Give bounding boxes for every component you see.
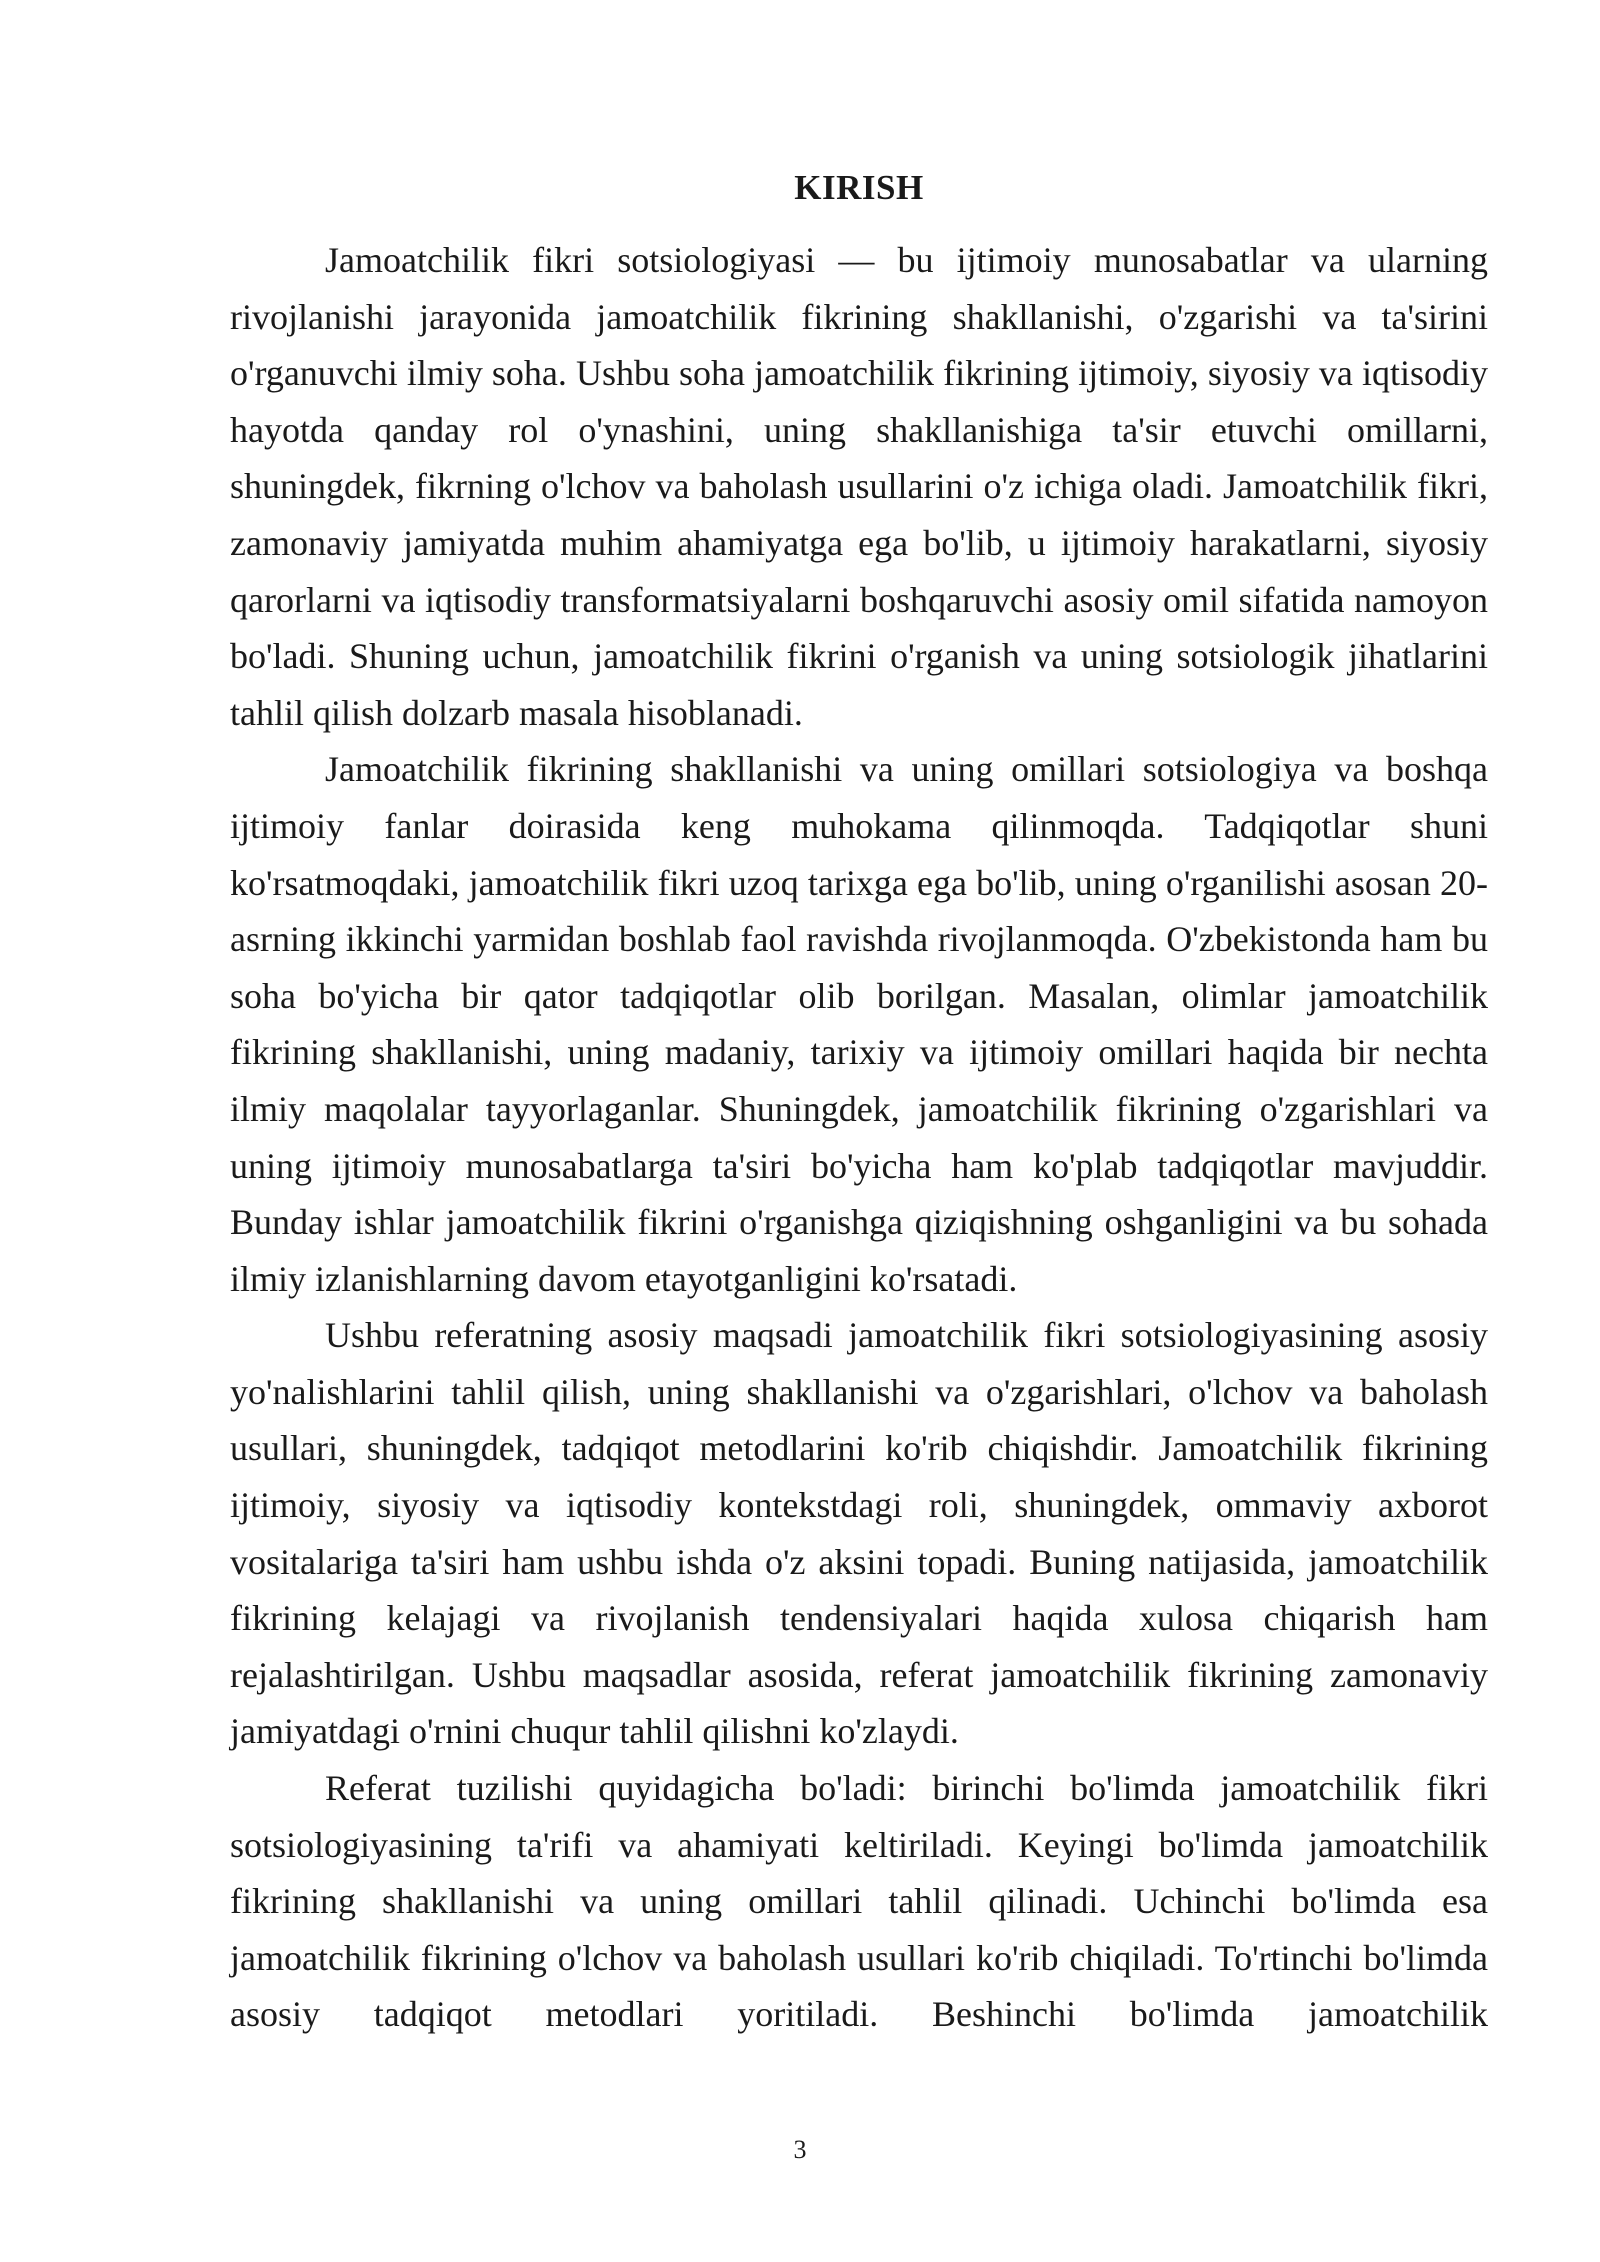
paragraph-3: Ushbu referatning asosiy maqsadi jamoatchilik fikri sotsiologiyasining asosiy yo'nalishlarini tahlil qilish, uning shakllanishi va o'zgarishlari, o'lchov va baholash usullari, shuningdek, tadqiqot metodlarini ko'rib chiqishdir. Jamoatchilik fikrining ijtimoiy, siyosiy va iqtisodiy kontekstdagi roli, shuningdek, ommaviy axborot vositalariga ta'siri ham ushbu ishda o'z aksini topadi. Buning natijasida, jamoatchilik fikrining kelajagi va rivojlanish tendensiyalari haqida xulosa chiqarish ham rejalashtirilgan. Ushbu maqsadlar asosida, referat jamoatchilik fikrining zamonaviy jamiyatdagi o'rnini chuqur tahlil qilishni ko'zlaydi. [230,1315,1488,1752]
paragraph-2: Jamoatchilik fikrining shakllanishi va uning omillari sotsiologiya va boshqa ijtimoiy fanlar doirasida keng muhokama qilinmoqda. Tadqiqotlar shuni ko'rsatmoqdaki, jamoatchilik fikri uzoq tarixga ega bo'lib, uning o'rganilishi asosan 20-asrning ikkinchi yarmidan boshlab faol ravishda rivojlanmoqda. O'zbekistonda ham bu soha bo'yicha bir qator tadqiqotlar olib borilgan. Masalan, olimlar jamoatchilik fikrining shakllanishi, uning madaniy, tarixiy va ijtimoiy omillari haqida bir nechta ilmiy maqolalar tayyorlaganlar. Shuningdek, jamoatchilik fikrining o'zgarishlari va uning ijtimoiy munosabatlarga ta'siri bo'yicha ham ko'plab tadqiqotlar mavjuddir. Bunday ishlar jamoatchilik fikrini o'rganishga qiziqishning oshganligini va bu sohada ilmiy izlanishlarning davom etayotganligini ko'rsatadi. [230,749,1488,1299]
page-title: KIRISH [794,168,924,207]
paragraph-1: Jamoatchilik fikri sotsiologiyasi — bu ijtimoiy munosabatlar va ularning rivojlanishi jarayonida jamoatchilik fikrining shakllanishi, o'zgarishi va ta'sirini o'rganuvchi ilmiy soha. Ushbu soha jamoatchilik fikrining ijtimoiy, siyosiy va iqtisodiy hayotda qanday rol o'ynashini, uning shakllanishiga ta'sir etuvchi omillarni, shuningdek, fikrning o'lchov va baholash usullarini o'z ichiga oladi. Jamoatchilik fikri, zamonaviy jamiyatda muhim ahamiyatga ega bo'lib, u ijtimoiy harakatlarni, siyosiy qarorlarni va iqtisodiy transformatsiyalarni boshqaruvchi asosiy omil sifatida namoyon bo'ladi. Shuning uchun, jamoatchilik fikrini o'rganish va uning sotsiologik jihatlarini tahlil qilish dolzarb masala hisoblanadi. [230,240,1488,733]
paragraph-4: Referat tuzilishi quyidagicha bo'ladi: birinchi bo'limda jamoatchilik fikri sotsiologiyasining ta'rifi va ahamiyati keltiriladi. Keyingi bo'limda jamoatchilik fikrining shakllanishi va uning omillari tahlil qilinadi. Uchinchi bo'limda esa jamoatchilik fikrining o'lchov va baholash usullari ko'rib chiqiladi. To'rtinchi bo'limda asosiy tadqiqot metodlari yoritiladi. Beshinchi bo'limda jamoatchilik [230,1768,1488,2035]
page-body [230,160,1488,2043]
page-number: 3 [793,2135,807,2164]
